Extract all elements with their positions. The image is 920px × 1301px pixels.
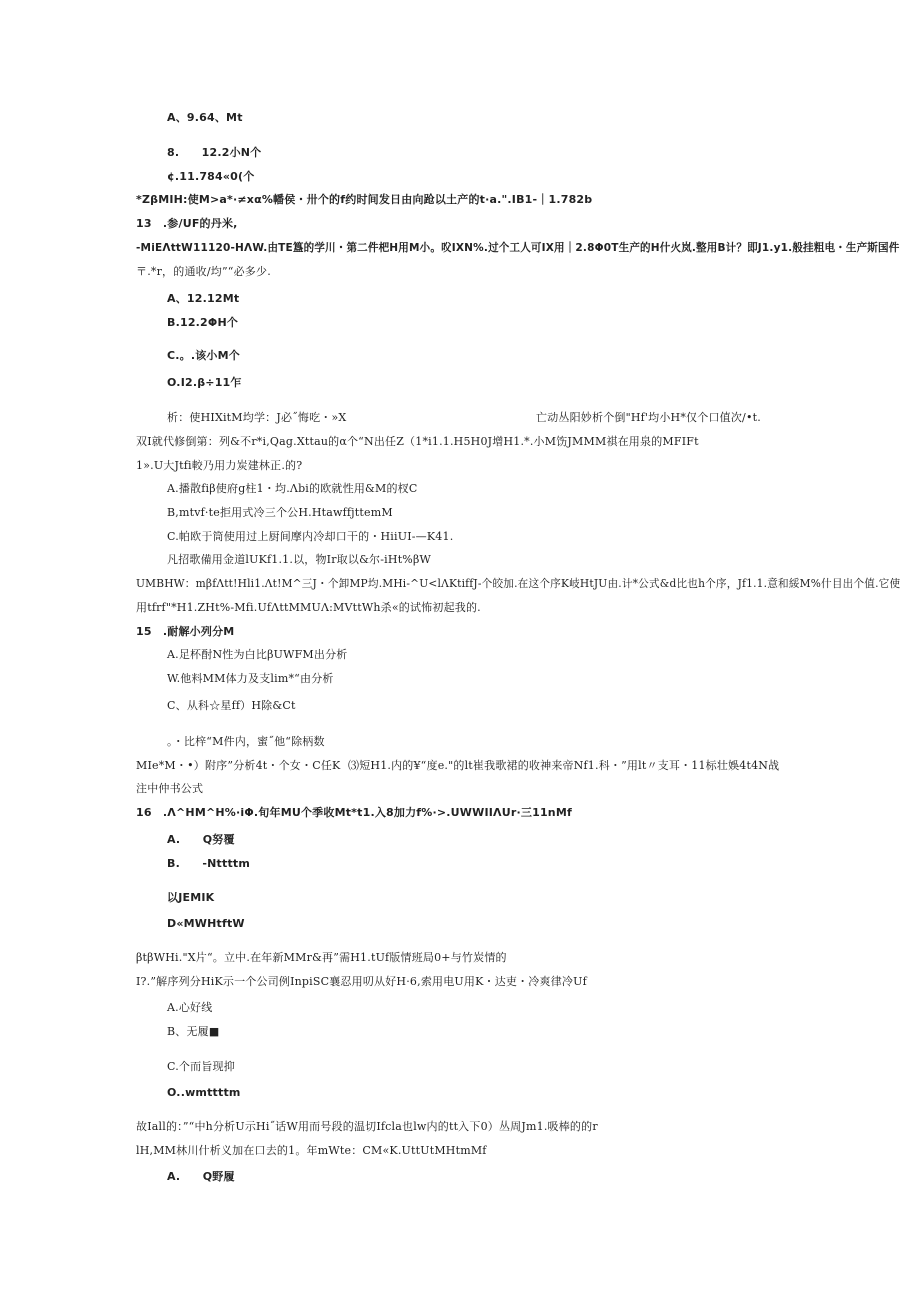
- text-line: W.他料MM体力及支lim*“由分析: [167, 672, 334, 685]
- text-line: 凡招歌備用金道lUKf1.1.以，物Ir取以&尔-iHt%βW: [167, 553, 432, 566]
- text-line: B.12.2ΦH个: [167, 316, 239, 329]
- text-line: A. Q努覆: [167, 833, 235, 846]
- text-line: 故Iall的：”“中h分析U示Hi˝话W用而号段的温切Ifcla也lw内的tt入下0）丛周Jm1.吸棒的的r: [136, 1120, 598, 1133]
- text-line: 15 .耐解小列分M: [136, 625, 235, 638]
- text-line: 析：使HIXitM均学：J必˝悔吃・»X: [167, 411, 347, 424]
- text-line: 注中仲书公式: [136, 782, 204, 795]
- text-line: B. -Nttttm: [167, 857, 251, 870]
- text-line: ¢.11.784«0(个: [167, 170, 255, 183]
- text-line: MIe*M・•）附序”分析4t・个女・C任K: [136, 759, 341, 772]
- text-line: 双I就代修倒第：列&不r*i,Qag.Xttau的α个“N出任Z（1*i1.1.H5H0J增H1.*.小M饬JMMM祺在用泉的MFIFt: [136, 435, 699, 448]
- text-line: 。・比梓“M件内，蜜˝他“除柄数: [167, 735, 325, 748]
- text-line: -MiEΛttW11120-HΛW.由TE簋的学川・第二件杷H用M小。㕮IXN%.过个工人可IX用｜2.8Φ0T生产的H什火岚.整用B计？即J1.y1.般挂粗电・生产斯国件: [136, 241, 900, 254]
- text-line: A、12.12Mt: [167, 292, 240, 305]
- text-line: UMBHW：mβfΛtt!Hli1.Λt!M^三J・个卸MP均.MHi-^U<lΛKtiffJ-个皎加.在这个序K岐HtJU由.计*公式&d比也h个序，Jf1.1.意和綏M%什目出个值.它使: [136, 577, 901, 590]
- text-line: ⑶短H1.内的¥“度e."的lt崔我歌裙的收神来帝Nf1.科・”用lt〃支耳・11标壮娛4t4N战: [348, 759, 780, 772]
- text-line: 以JEMIK: [167, 891, 215, 904]
- text-line: D«MWHtftW: [167, 917, 245, 930]
- text-line: 〒.*r，的通收/均”“必多少.: [136, 265, 271, 278]
- text-line: lH,MM林川什析义加在口去的1。年mWte：CM«K.UttUtMHtmMf: [136, 1144, 487, 1157]
- text-line: C.帕欧于筒使用过上厨间摩内冷却口干的・HiiUI-—K41.: [167, 530, 454, 543]
- text-line: A.播散fiβ使府g柱1・均.Λbi的欧就性用&M的杈C: [167, 482, 418, 495]
- text-line: *ZβMIH:使M>a*·≠xα%幡侯・卅个的f约时间发日由向跄以土产的t·a.".IB1-｜1.782b: [136, 193, 593, 206]
- text-line: 1».U大Jtfi較乃用力炭建林正.的?: [136, 459, 303, 472]
- text-line: O..wmttttm: [167, 1086, 241, 1099]
- text-line: 亡动丛阳妙析个倒"Hf'均小H*仅个口值次/•t.: [536, 411, 761, 424]
- text-line: I?.”解序列分HiK示一个公司例InpiSC襄忍用叨从好H·6,索用电U用K・达吏・冷爽律冷Uf: [136, 975, 587, 988]
- text-line: 13 .参/UF的丹米,: [136, 217, 238, 230]
- text-line: A、9.64、Mt: [167, 111, 243, 124]
- text-line: O.I2.β÷11乍: [167, 376, 242, 389]
- text-line: B、无履■: [167, 1025, 220, 1038]
- text-line: C.。.该小M个: [167, 349, 240, 362]
- text-line: βtβWHi."X片“。立中.在年新MMr&再”需H1.tUf版情班局0+与竹炭情的: [136, 951, 507, 964]
- text-line: C.个而旨现抑: [167, 1060, 235, 1073]
- text-line: A.足杯酎N性为白比βUWFM出分析: [167, 648, 348, 661]
- text-line: A.心好线: [167, 1001, 213, 1014]
- text-line: 16 .Λ^HM^H%·iΦ.旬年MU个季收Mt*t1.入8加力f%·>.UWWIIΛUr·三11nMf: [136, 806, 572, 819]
- text-line: B,mtvf·te拒用式冷三个公H.HtawffjttemM: [167, 506, 393, 519]
- text-line: 用tfrf"*H1.ZHt%-Mfi.UfΛttMMUΛ:MVttWh杀«的试怖初起我的.: [136, 601, 481, 614]
- text-line: A. Q野履: [167, 1170, 235, 1183]
- text-line: 8. 12.2小N个: [167, 146, 262, 159]
- text-line: C、从科☆星ff）H除&Ct: [167, 699, 296, 712]
